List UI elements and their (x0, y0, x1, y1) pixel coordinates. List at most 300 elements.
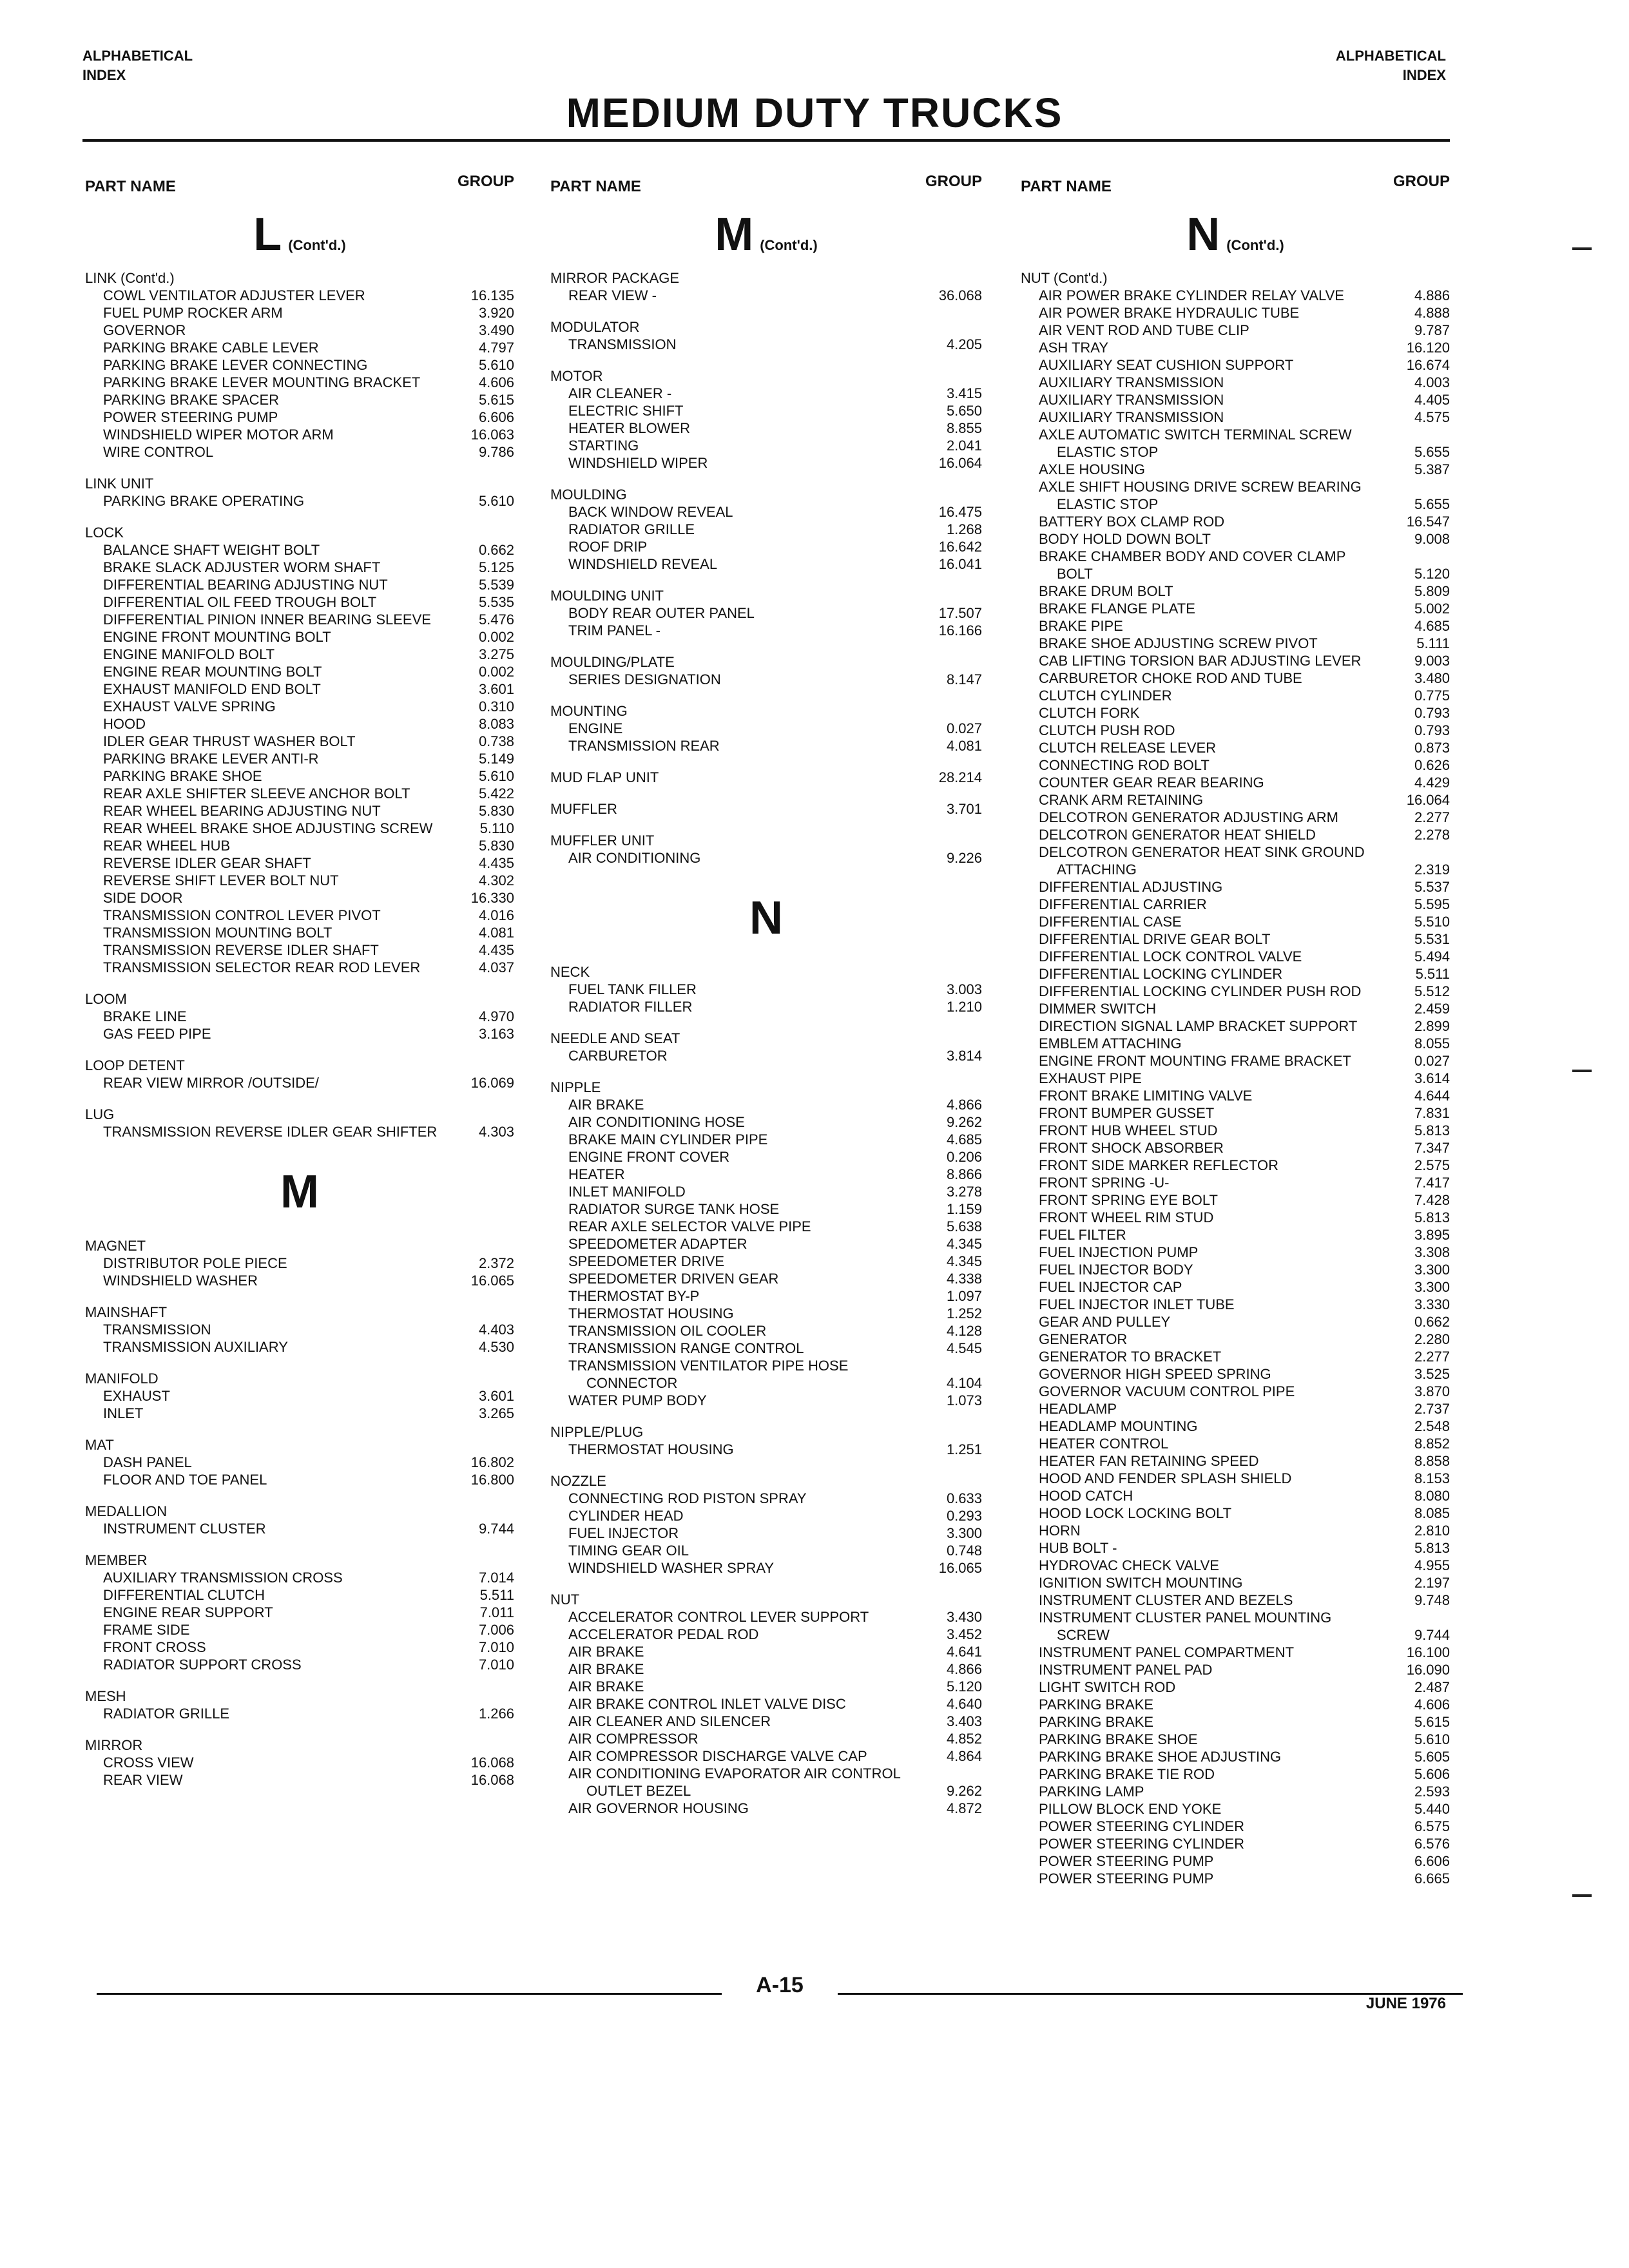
group-number: 8.085 (1414, 1505, 1450, 1521)
sub-part-row (85, 628, 514, 646)
part-name: EXHAUST (103, 1388, 170, 1404)
group-number: 16.642 (938, 539, 982, 555)
group-number: 3.300 (1414, 1262, 1450, 1278)
group-number: 5.537 (1414, 879, 1450, 895)
sub-part-row (1021, 739, 1450, 756)
margin-mark (1572, 1894, 1592, 1897)
sub-part-row (85, 1074, 514, 1091)
part-name: AIR BRAKE CONTROL INLET VALVE DISC (568, 1696, 846, 1712)
group-number: 4.575 (1414, 409, 1450, 425)
group-number: 4.345 (946, 1253, 982, 1269)
group-number: 0.662 (478, 542, 514, 558)
part-name: REAR AXLE SELECTOR VALVE PIPE (568, 1218, 811, 1235)
sub-part-row (1021, 1157, 1450, 1174)
part-name: AIR BRAKE (568, 1644, 644, 1660)
sub-part-row (1021, 826, 1450, 843)
sub-part-row (550, 1524, 982, 1542)
sub-part-row (85, 959, 514, 976)
sub-part-row (85, 593, 514, 611)
sub-part-row (1021, 965, 1450, 983)
part-name: GOVERNOR VACUUM CONTROL PIPE (1039, 1383, 1295, 1399)
part-heading-row (550, 653, 982, 671)
sub-part-row (85, 1771, 514, 1789)
sub-part-row (85, 356, 514, 374)
group-number: 4.003 (1414, 374, 1450, 390)
sub-part-row (1021, 635, 1450, 652)
sub-part-row (1021, 426, 1450, 443)
sub-part-row (1021, 1748, 1450, 1765)
group-number: 3.278 (946, 1184, 982, 1200)
sub-part-row (1021, 1174, 1450, 1191)
part-heading-row (85, 1687, 514, 1705)
index-entry (85, 1687, 514, 1722)
group-number: 0.738 (478, 733, 514, 749)
part-name: FRONT SPRING -U- (1039, 1175, 1170, 1191)
group-number: 5.511 (1415, 966, 1450, 982)
group-number: 9.008 (1414, 531, 1450, 547)
group-number: 2.810 (1414, 1523, 1450, 1539)
index-entry (550, 587, 982, 639)
sub-part-row (85, 1604, 514, 1621)
sub-part-row (1021, 1261, 1450, 1278)
sub-part-row (550, 1713, 982, 1730)
part-heading-row (85, 269, 514, 287)
group-number: 4.403 (478, 1321, 514, 1338)
part-name: DIFFERENTIAL PINION INNER BEARING SLEEVE (103, 611, 431, 628)
group-number: 6.665 (1414, 1870, 1450, 1887)
part-name: NOZZLE (550, 1473, 606, 1489)
group-number: 0.206 (946, 1149, 982, 1165)
part-heading-row (85, 990, 514, 1008)
group-number: 5.511 (479, 1587, 514, 1603)
sub-part-row (1021, 1765, 1450, 1783)
sub-part-row (85, 391, 514, 408)
part-name: NEEDLE AND SEAT (550, 1030, 680, 1046)
sub-part-row (1021, 304, 1450, 322)
group-number: 3.163 (478, 1026, 514, 1042)
part-name: INSTRUMENT PANEL PAD (1039, 1662, 1213, 1678)
sub-part-row (550, 1643, 982, 1660)
sub-part-row (1021, 1348, 1450, 1365)
group-number: 4.641 (946, 1644, 982, 1660)
group-number: 16.800 (470, 1472, 514, 1488)
index-entry (85, 1503, 514, 1537)
part-name: POWER STEERING PUMP (1039, 1870, 1214, 1887)
group-number: 16.069 (470, 1075, 514, 1091)
sub-part-row (550, 1695, 982, 1713)
group-number: 6.606 (478, 409, 514, 425)
group-number: 5.813 (1414, 1209, 1450, 1225)
part-name: DIRECTION SIGNAL LAMP BRACKET SUPPORT (1039, 1018, 1358, 1034)
group-number: 4.606 (1414, 1696, 1450, 1713)
sub-part-row (550, 402, 982, 419)
group-number: 0.748 (946, 1542, 982, 1559)
part-name: DIFFERENTIAL CLUTCH (103, 1587, 265, 1603)
part-name: ACCELERATOR CONTROL LEVER SUPPORT (568, 1609, 869, 1625)
sub-part-row (1021, 1226, 1450, 1244)
group-number: 7.831 (1414, 1105, 1450, 1121)
sub-part-row (85, 1338, 514, 1356)
part-name: FUEL INJECTOR CAP (1039, 1279, 1182, 1295)
sub-part-row (1021, 1626, 1450, 1644)
group-number: 4.037 (478, 959, 514, 975)
group-number: 1.097 (946, 1288, 982, 1304)
sub-part-row (550, 1392, 982, 1409)
part-heading-row (85, 1303, 514, 1321)
section-letter: N (749, 892, 783, 944)
group-number: 5.120 (1414, 566, 1450, 582)
group-number: 5.111 (1416, 635, 1450, 651)
group-number: 8.055 (1414, 1035, 1450, 1052)
part-name: TRANSMISSION OIL COOLER (568, 1323, 767, 1339)
sub-part-row (550, 737, 982, 754)
part-name: SPEEDOMETER ADAPTER (568, 1236, 747, 1252)
sub-part-row (85, 767, 514, 785)
part-name: INSTRUMENT PANEL COMPARTMENT (1039, 1644, 1295, 1660)
group-number: 5.605 (1414, 1749, 1450, 1765)
group-number: 3.300 (1414, 1279, 1450, 1295)
part-name: REAR VIEW (103, 1772, 183, 1788)
group-number: 16.475 (938, 504, 982, 520)
part-name: FUEL FILTER (1039, 1227, 1126, 1243)
group-number: 4.640 (946, 1696, 982, 1712)
sub-part-row (1021, 374, 1450, 391)
part-name: GAS FEED PIPE (103, 1026, 211, 1042)
part-name: TRANSMISSION REAR (568, 738, 720, 754)
group-number: 3.870 (1414, 1383, 1450, 1399)
group-number: 4.016 (478, 907, 514, 923)
index-entry (550, 1423, 982, 1458)
sub-part-row (85, 698, 514, 715)
part-name: REAR WHEEL HUB (103, 838, 231, 854)
part-name: FUEL INJECTION PUMP (1039, 1244, 1199, 1260)
part-name: HEATER BLOWER (568, 420, 691, 436)
index-entry (550, 653, 982, 688)
sub-part-row (1021, 1139, 1450, 1157)
part-name: NIPPLE (550, 1079, 601, 1095)
part-name: ASH TRAY (1039, 340, 1108, 356)
group-number: 9.262 (946, 1114, 982, 1130)
sub-part-row (1021, 756, 1450, 774)
sub-part-row (550, 1131, 982, 1148)
part-name: ENGINE REAR MOUNTING BOLT (103, 664, 322, 680)
part-name: PARKING BRAKE OPERATING (103, 493, 305, 509)
sub-part-row (1021, 478, 1450, 495)
part-name: BALANCE SHAFT WEIGHT BOLT (103, 542, 320, 558)
group-number: 0.633 (946, 1490, 982, 1506)
group-number: 7.428 (1414, 1192, 1450, 1208)
part-name: AIR VENT ROD AND TUBE CLIP (1039, 322, 1249, 338)
part-name: REAR VIEW MIRROR /OUTSIDE/ (103, 1075, 319, 1091)
sub-part-row (1021, 1400, 1450, 1418)
part-name: EXHAUST VALVE SPRING (103, 698, 276, 715)
header-index-label-right (1289, 46, 1446, 85)
part-name: ELASTIC STOP (1057, 444, 1159, 460)
group-number: 4.970 (478, 1008, 514, 1024)
margin-mark (1572, 1070, 1592, 1072)
index-entry (550, 486, 982, 573)
group-number: 2.197 (1414, 1575, 1450, 1591)
sub-part-row (1021, 1678, 1450, 1696)
part-name: ENGINE (568, 720, 623, 736)
group-number: 5.610 (478, 493, 514, 509)
part-name: STARTING (568, 437, 639, 454)
sub-part-row (85, 663, 514, 680)
sub-part-row (85, 559, 514, 576)
sub-part-row (550, 287, 982, 304)
group-number: 5.655 (1414, 444, 1450, 460)
section-letter: M (280, 1166, 319, 1218)
sub-part-row (85, 907, 514, 924)
part-name: LOOP DETENT (85, 1057, 185, 1073)
sub-part-row (1021, 1870, 1450, 1887)
sub-part-row (1021, 530, 1450, 548)
group-number: 4.405 (1414, 392, 1450, 408)
sub-part-row (85, 611, 514, 628)
group-number: 0.775 (1414, 687, 1450, 704)
group-number: 4.303 (478, 1124, 514, 1140)
part-name: HOOD AND FENDER SPLASH SHIELD (1039, 1470, 1292, 1486)
group-number: 3.452 (946, 1626, 982, 1642)
sub-part-row (1021, 1591, 1450, 1609)
index-entry (550, 1079, 982, 1409)
group-number: 9.744 (478, 1521, 514, 1537)
part-name: DISTRIBUTOR POLE PIECE (103, 1255, 287, 1271)
group-number: 9.786 (478, 444, 514, 460)
part-name: COUNTER GEAR REAR BEARING (1039, 774, 1264, 791)
part-heading-row (550, 318, 982, 336)
group-number: 9.003 (1414, 653, 1450, 669)
part-name: BATTERY BOX CLAMP ROD (1039, 514, 1225, 530)
part-heading-row (550, 702, 982, 720)
group-number: 4.955 (1414, 1557, 1450, 1573)
part-name: AIR CLEANER - (568, 385, 672, 401)
group-number: 3.920 (478, 305, 514, 321)
group-number: 7.010 (478, 1639, 514, 1655)
sub-part-row (550, 1800, 982, 1817)
sub-part-row (85, 339, 514, 356)
group-heading: GROUP (457, 173, 514, 190)
part-name: WINDSHIELD WIPER MOTOR ARM (103, 427, 334, 443)
part-name: EXHAUST PIPE (1039, 1070, 1142, 1086)
group-number: 5.387 (1414, 461, 1450, 477)
sub-part-row (85, 1586, 514, 1604)
sub-part-row (550, 1218, 982, 1235)
part-name: RADIATOR FILLER (568, 999, 693, 1015)
sub-part-row (1021, 1574, 1450, 1591)
part-name: MAGNET (85, 1238, 146, 1254)
group-number: 16.041 (938, 556, 982, 572)
part-name: PARKING BRAKE SHOE ADJUSTING (1039, 1749, 1282, 1765)
part-name: AUXILIARY SEAT CUSHION SUPPORT (1039, 357, 1294, 373)
part-name: AIR GOVERNOR HOUSING (568, 1800, 749, 1816)
part-name: WINDSHIELD WIPER (568, 455, 708, 471)
group-number: 4.606 (478, 374, 514, 390)
part-name: CARBURETOR (568, 1048, 668, 1064)
part-name: MEMBER (85, 1552, 148, 1568)
part-name-heading: PART NAME (1021, 178, 1112, 195)
part-name: LOOM (85, 991, 127, 1007)
sub-part-row (85, 802, 514, 820)
group-number: 5.440 (1414, 1801, 1450, 1817)
sub-part-row (1021, 582, 1450, 600)
sub-part-row (85, 443, 514, 461)
part-name: ENGINE FRONT MOUNTING BOLT (103, 629, 331, 645)
part-name: AXLE HOUSING (1039, 461, 1146, 477)
index-entry (550, 963, 982, 1015)
group-number: 4.866 (946, 1661, 982, 1677)
sub-part-row (1021, 1783, 1450, 1800)
group-number: 4.205 (946, 336, 982, 352)
part-name: FRONT BRAKE LIMITING VALVE (1039, 1088, 1253, 1104)
index-entry (85, 990, 514, 1043)
group-number: 16.166 (938, 622, 982, 639)
sub-part-row (1021, 565, 1450, 582)
sub-part-row (85, 304, 514, 322)
group-number: 4.644 (1414, 1088, 1450, 1104)
sub-part-row (85, 1405, 514, 1422)
part-name: THERMOSTAT HOUSING (568, 1305, 734, 1321)
page-title: MEDIUM DUTY TRUCKS (566, 90, 1063, 136)
part-name: DIFFERENTIAL CASE (1039, 914, 1182, 930)
part-name: INLET MANIFOLD (568, 1184, 686, 1200)
sub-part-row (1021, 391, 1450, 408)
part-name: AIR COMPRESSOR (568, 1731, 699, 1747)
sub-part-row (550, 1096, 982, 1113)
index-entry (550, 318, 982, 353)
section-letter-heading (85, 1166, 514, 1218)
part-name: SERIES DESIGNATION (568, 671, 721, 687)
group-number: 0.027 (1414, 1053, 1450, 1069)
group-number: 5.476 (478, 611, 514, 628)
part-heading-row (550, 963, 982, 981)
group-number: 5.650 (946, 403, 982, 419)
part-name: TRANSMISSION MOUNTING BOLT (103, 925, 333, 941)
part-name: AXLE SHIFT HOUSING DRIVE SCREW BEARING (1039, 479, 1362, 495)
part-name: GENERATOR TO BRACKET (1039, 1349, 1222, 1365)
group-number: 2.548 (1414, 1418, 1450, 1434)
sub-part-row (550, 998, 982, 1015)
part-name: INSTRUMENT CLUSTER AND BEZELS (1039, 1592, 1293, 1608)
part-name: RADIATOR SUPPORT CROSS (103, 1657, 302, 1673)
part-name: ENGINE FRONT MOUNTING FRAME BRACKET (1039, 1053, 1351, 1069)
group-number: 8.858 (1414, 1453, 1450, 1469)
part-name: NECK (550, 964, 590, 980)
group-number: 4.429 (1414, 774, 1450, 791)
part-heading-row (85, 1106, 514, 1123)
part-heading-row (85, 1370, 514, 1387)
sub-part-row (85, 854, 514, 872)
part-name: GOVERNOR (103, 322, 186, 338)
index-entry (550, 1030, 982, 1064)
group-number: 2.372 (478, 1255, 514, 1271)
group-number: 4.685 (946, 1131, 982, 1148)
sub-part-row (550, 1490, 982, 1507)
part-name: HORN (1039, 1523, 1081, 1539)
part-name: THERMOSTAT HOUSING (568, 1441, 734, 1457)
sub-part-row (1021, 669, 1450, 687)
part-heading-row (550, 587, 982, 604)
sub-part-row (85, 785, 514, 802)
part-name: MUFFLER UNIT (550, 832, 655, 849)
sub-part-row (85, 576, 514, 593)
group-number: 16.063 (470, 427, 514, 443)
sub-part-row (550, 1270, 982, 1287)
part-name: SCREW (1057, 1627, 1110, 1643)
part-name: HEADLAMP (1039, 1401, 1117, 1417)
part-name: BRAKE DRUM BOLT (1039, 583, 1173, 599)
sub-part-row (85, 322, 514, 339)
sub-part-row (85, 837, 514, 854)
sub-part-row (1021, 461, 1450, 478)
part-name: ATTACHING (1057, 861, 1137, 878)
part-name: COWL VENTILATOR ADJUSTER LEVER (103, 287, 365, 303)
sub-part-row (1021, 1713, 1450, 1731)
group-number: 16.330 (470, 890, 514, 906)
group-number: 4.888 (1414, 305, 1450, 321)
part-name: MOULDING UNIT (550, 588, 664, 604)
part-name: CARBURETOR CHOKE ROD AND TUBE (1039, 670, 1302, 686)
section-letter-heading (1021, 211, 1450, 258)
sub-part-row (1021, 1104, 1450, 1122)
sub-part-row (550, 385, 982, 402)
group-number: 7.006 (478, 1622, 514, 1638)
sub-part-row (85, 1454, 514, 1471)
sub-part-row (85, 680, 514, 698)
group-number: 2.737 (1414, 1401, 1450, 1417)
part-name: DIFFERENTIAL LOCKING CYLINDER (1039, 966, 1283, 982)
group-number: 5.531 (1414, 931, 1450, 947)
part-name: HUB BOLT - (1039, 1540, 1117, 1556)
group-number: 1.252 (946, 1305, 982, 1321)
group-number: 2.593 (1414, 1783, 1450, 1800)
sub-part-row (85, 1272, 514, 1289)
part-name: PILLOW BLOCK END YOKE (1039, 1801, 1222, 1817)
part-name: MIRROR PACKAGE (550, 270, 680, 286)
sub-part-row (550, 1322, 982, 1340)
group-number: 36.068 (938, 287, 982, 303)
sub-part-row (85, 408, 514, 426)
index-entry (1021, 269, 1450, 1887)
sub-part-row (85, 1254, 514, 1272)
group-number: 16.064 (1406, 792, 1450, 808)
part-name: CONNECTING ROD BOLT (1039, 757, 1210, 773)
part-name: TRANSMISSION REVERSE IDLER SHAFT (103, 942, 379, 958)
group-number: 0.793 (1414, 705, 1450, 721)
group-number: 3.265 (478, 1405, 514, 1421)
sub-part-row (1021, 1365, 1450, 1383)
part-name: FLOOR AND TOE PANEL (103, 1472, 267, 1488)
part-name: AUXILIARY TRANSMISSION CROSS (103, 1570, 343, 1586)
part-name: POWER STEERING PUMP (103, 409, 278, 425)
group-number: 3.330 (1414, 1296, 1450, 1312)
title-divider (82, 139, 1450, 142)
group-number: 17.507 (938, 605, 982, 621)
part-name: ACCELERATOR PEDAL ROD (568, 1626, 759, 1642)
part-name: TRANSMISSION (103, 1321, 211, 1338)
group-number: 4.685 (1414, 618, 1450, 634)
sub-part-row (550, 1235, 982, 1253)
sub-part-row (550, 1253, 982, 1270)
footer-divider-left (97, 1993, 722, 1995)
sub-part-row (550, 1765, 982, 1782)
part-name: TIMING GEAR OIL (568, 1542, 689, 1559)
part-name: REAR WHEEL BEARING ADJUSTING NUT (103, 803, 381, 819)
sub-part-row (85, 941, 514, 959)
index-entry (550, 769, 982, 786)
part-name: SPEEDOMETER DRIVE (568, 1253, 725, 1269)
part-name: RADIATOR SURGE TANK HOSE (568, 1201, 780, 1217)
